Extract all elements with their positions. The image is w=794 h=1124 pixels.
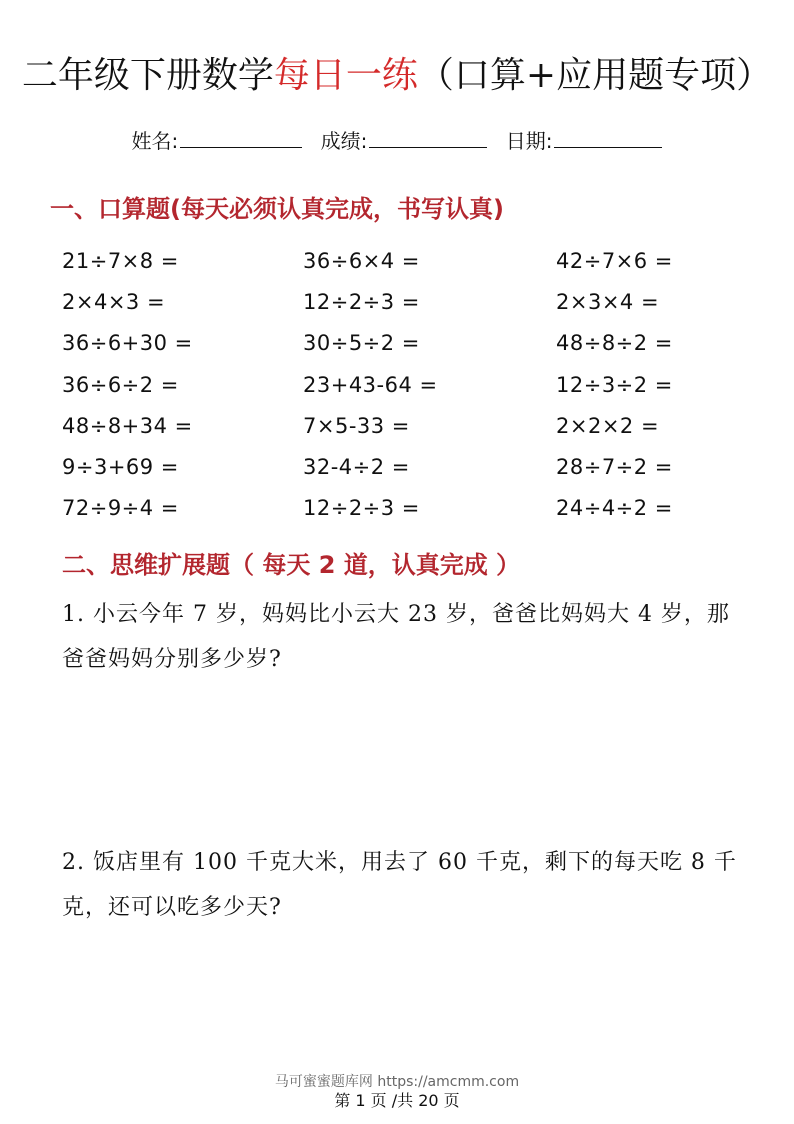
calc-row: [62, 240, 736, 281]
calc-item: 36÷6÷2 =: [62, 372, 179, 397]
page-title: [0, 52, 794, 100]
title-suffix: （口算+应用题专项）: [417, 55, 773, 96]
calc-item: 24÷4÷2 =: [556, 496, 673, 521]
calc-item: 36÷6+30 =: [62, 331, 193, 356]
calc-item: 36÷6×4 =: [303, 248, 420, 273]
calc-item: 72÷9÷4 =: [62, 496, 179, 521]
title-accent: 每日一练: [273, 55, 418, 96]
calc-item: 21÷7×8 =: [62, 248, 179, 273]
date-field: [506, 126, 663, 156]
calc-item: 42÷7×6 =: [556, 248, 673, 273]
score-field: [321, 126, 488, 156]
date-blank: [554, 127, 662, 148]
section-title-word-problems: 二、思维扩展题（ 每天 2 道，认真完成 ）: [62, 551, 521, 579]
calc-row: [62, 281, 736, 322]
name-field: [132, 126, 303, 156]
calc-item: 28÷7÷2 =: [556, 455, 673, 480]
calc-item: 12÷2÷3 =: [303, 289, 420, 314]
section-title-mental-math: 一、口算题(每天必须认真完成，书写认真): [50, 195, 504, 223]
calc-item: 12÷3÷2 =: [556, 372, 673, 397]
calc-row: [62, 405, 736, 446]
student-info-line: [0, 126, 794, 156]
calc-item: 2×3×4 =: [556, 289, 660, 314]
calc-row: [62, 364, 736, 405]
calc-row: [62, 446, 736, 487]
score-blank: [369, 127, 487, 148]
word-problem-1: 1. 小云今年 7 岁，妈妈比小云大 23 岁，爸爸比妈妈大 4 岁，那爸爸妈妈分别多少岁?: [62, 602, 730, 672]
calc-row: [62, 488, 736, 529]
page-number: 第 1 页 /共 20 页: [334, 1091, 460, 1110]
calc-item: 32-4÷2 =: [303, 455, 410, 480]
calc-item: 48÷8÷2 =: [556, 331, 673, 356]
date-label: 日期:: [505, 129, 553, 153]
name-label: 姓名:: [131, 129, 179, 153]
calc-item: 9÷3+69 =: [62, 455, 179, 480]
calc-item: 2×2×2 =: [556, 413, 660, 438]
calc-item: 12÷2÷3 =: [303, 496, 420, 521]
score-label: 成绩:: [320, 129, 368, 153]
calc-item: 30÷5÷2 =: [303, 331, 420, 356]
footer-watermark: 马可蜜蜜题库网 https://amcmm.com: [274, 1074, 520, 1090]
calc-item: 7×5-33 =: [303, 413, 410, 438]
title-prefix: 二年级下册数学: [21, 55, 274, 96]
calculation-grid: [62, 240, 736, 529]
word-problem-2: 2. 饭店里有 100 千克大米，用去了 60 千克，剩下的每天吃 8 千克，还可以吃多少天?: [62, 850, 737, 920]
name-blank: [180, 127, 302, 148]
calc-item: 23+43-64 =: [303, 372, 438, 397]
calc-item: 48÷8+34 =: [62, 413, 193, 438]
calc-row: [62, 323, 736, 364]
calc-item: 2×4×3 =: [62, 289, 166, 314]
